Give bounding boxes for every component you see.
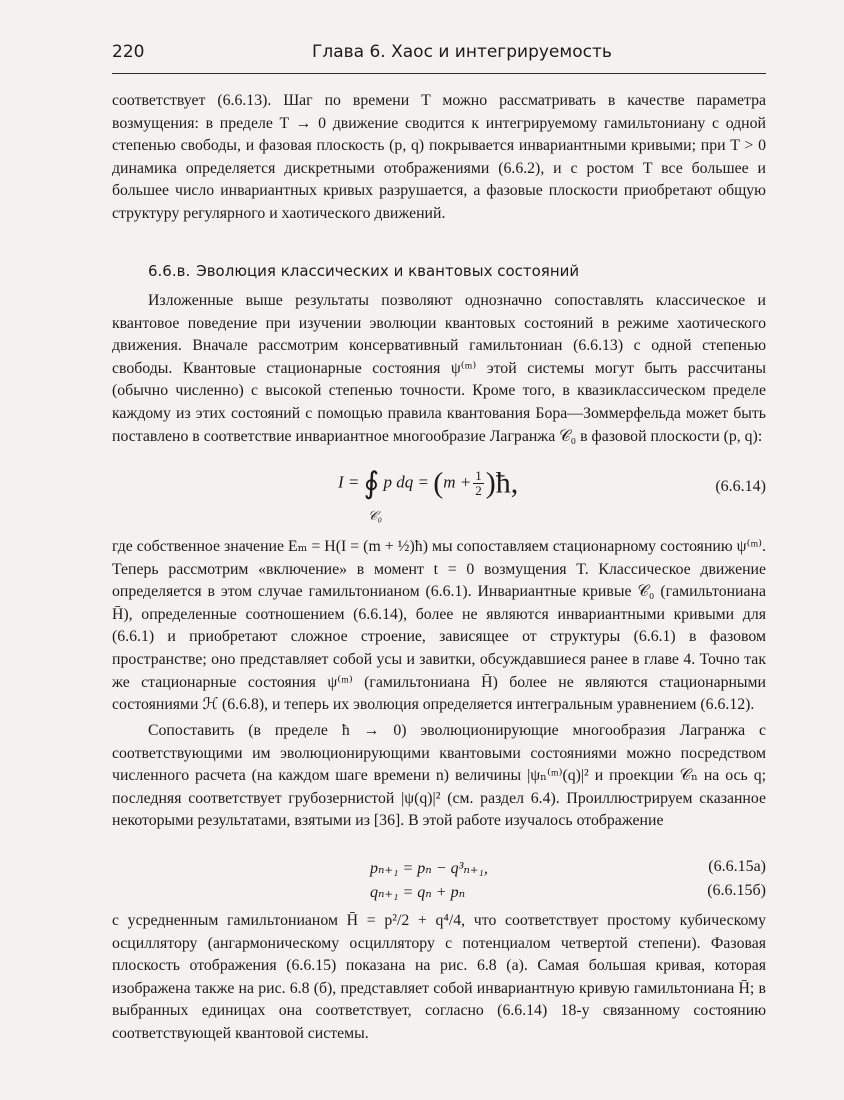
running-title: Глава 6. Хаос и интегрируемость bbox=[312, 42, 612, 62]
contour-integral-sign: ∮ bbox=[363, 467, 380, 500]
equation-6-6-15a: pₙ₊₁ = pₙ − q³ₙ₊₁, bbox=[370, 860, 488, 877]
eq14-label: (6.6.14) bbox=[715, 478, 766, 495]
header-rule bbox=[112, 73, 766, 74]
eq14-open-paren: ( bbox=[433, 466, 444, 500]
page-number: 220 bbox=[112, 42, 145, 62]
eq15a-label: (6.6.15а) bbox=[708, 858, 766, 875]
equation-6-6-14 bbox=[338, 466, 518, 501]
paragraph-2: Изложенные выше результаты позволяют однозначно сопоставлять классическое и квантовое поведение при изучении эволюции квантовых состояний в режиме хаотического движения. Вначале рассмотрим консервативный гамильтониан (6.6.13) с одной степенью свободы. Квантовые стационарные состояния ψ⁽ᵐ⁾ этой системы могут быть рассчитаны (обычно численно) с высокой степенью точности. Кроме того, в квазиклассическом пределе каждому из этих состояний с помощью правила квантования Бора—Зоммерфельда может быть поставлено в соответствие инвариантное многообразие Лагранжа 𝒞₀ в фазовой плоскости (p, q): bbox=[112, 292, 766, 445]
paragraph-4: Сопоставить (в пределе ħ → 0) эволюционирующие многообразия Лагранжа с соответствующими им эволюционирующими квантовыми состояниями можно посредством численного расчета (на каждом шаге времени n) величины |ψₙ⁽ᵐ⁾(q)|² и проекции 𝒞ₙ на ось q; последняя соответствует грубозернистой |ψ(q)|² (см. раздел 6.4). Проиллюстрируем сказанное некоторыми результатами, взятыми из [36]. В этой работе изучалось отображение bbox=[112, 722, 766, 830]
eq14-lhs: I = bbox=[338, 472, 360, 492]
section-title: Эволюция классических и квантовых состояний bbox=[196, 262, 580, 280]
section-number: 6.6.в. bbox=[148, 262, 191, 280]
eq15b-label: (6.6.15б) bbox=[707, 882, 766, 899]
eq14-close: )ħ, bbox=[485, 466, 519, 500]
paragraph-5: с усредненным гамильтонианом H̄ = p²/2 + q⁴/4, что соответствует простому кубическому осциллятору (ангармоническому осциллятору с потенциалом четвертой степени). Фазовая плоскость отображения (6.6.15) показана на рис. 6.8 (а). Самая большая кривая, которая изображена также на рис. 6.8 (б), представляет собой инвариантную кривую гамильтониана H̄; в выбранных единицах она соответствует, согласно (6.6.14) 18-у связанному состоянию соответствующей квантовой системы. bbox=[112, 912, 766, 1042]
section-heading bbox=[148, 262, 579, 280]
eq14-fraction: $\frac{1}{2}$ bbox=[475, 468, 482, 498]
paragraph-1: соответствует (6.6.13). Шаг по времени T можно рассматривать в качестве параметра возмущения: в пределе T → 0 движение сводится к интегрируемому гамильтониану с одной степенью свободы, и фазовая плоскость (p, q) покрывается инвариантными кривыми; при T > 0 динамика определяется дискретными отображениями (6.6.2), и с ростом T все большее и большее число инвариантных кривых разрушается, а фазовые плоскости приобретают общую структуру регулярного и хаотического движений. bbox=[112, 92, 766, 222]
eq14-m: m + bbox=[443, 472, 472, 492]
equation-6-6-15b: qₙ₊₁ = qₙ + pₙ bbox=[370, 884, 466, 901]
paragraph-3: где собственное значение Eₘ = H(I = (m + ½)ħ) мы сопоставляем стационарному состоянию ψ⁽ᵐ⁾. Теперь рассмотрим «включение» в момент t = 0 возмущения T. Классическое движение определяется в этом случае гамильтонианом (6.6.1). Инвариантные кривые 𝒞₀ (гамильтониана H̄), определенные соотношением (6.6.14), более не являются инвариантными кривыми для (6.6.1) и приобретают сложное строение, зависящее от структуры (6.6.1) в фазовом пространстве; оно представляет собой усы и завитки, обсуждавшиеся ранее в главе 4. Точно так же стационарные состояния ψ⁽ᵐ⁾ (гамильтониана H̄) более не являются стационарными состояниями ℋ (6.6.8), и теперь их эволюция определяется интегральным уравнением (6.6.12). bbox=[112, 538, 766, 714]
eq14-contour-subscript: 𝒞₀ bbox=[368, 508, 382, 523]
eq14-integrand: p dq = bbox=[383, 472, 430, 492]
